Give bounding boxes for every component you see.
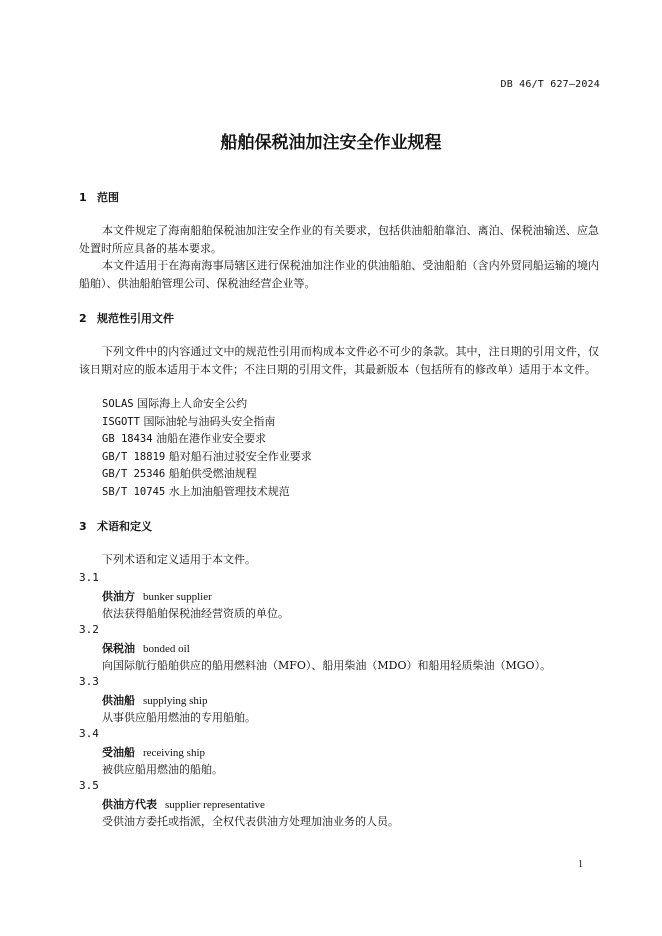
section-title: 范围 (97, 191, 119, 204)
term-en: bunker supplier (143, 591, 212, 603)
reference-code: GB 18434 (102, 433, 153, 445)
reference-item (102, 413, 275, 432)
term-en: supplier representative (165, 799, 265, 811)
term-number: 3.3 (79, 675, 99, 688)
term-en: supplying ship (143, 695, 208, 707)
reference-item (102, 395, 247, 414)
section-number: 3 (79, 520, 87, 533)
term-definition: 向国际航行船舶供应的船用燃料油（MFO）、船用柴油（MDO）和船用轻质柴油（MGO）。 (102, 659, 552, 672)
term-title (102, 744, 205, 760)
reference-item (102, 448, 312, 467)
section-number: 1 (79, 191, 87, 204)
section-number: 2 (79, 312, 87, 325)
term-number: 3.1 (79, 571, 99, 584)
reference-code: GB/T 25346 (102, 468, 166, 480)
section-title: 术语和定义 (97, 520, 152, 533)
section-2-heading (79, 310, 174, 326)
reference-name: 船对船石油过驳安全作业要求 (168, 450, 312, 463)
reference-name: 船舶供受燃油规程 (168, 467, 257, 480)
term-definition: 受供油方委托或指派，全权代表供油方处理加油业务的人员。 (102, 815, 399, 828)
section-3-intro: 下列术语和定义适用于本文件。 (102, 553, 256, 566)
term-title (102, 640, 190, 656)
term-en: receiving ship (143, 747, 206, 759)
term-title (102, 796, 265, 812)
term-number: 3.2 (79, 623, 99, 636)
term-zh: 供油船 (102, 694, 135, 707)
reference-name: 国际油轮与油码头安全指南 (143, 415, 276, 428)
term-definition: 从事供应船用燃油的专用船舶。 (102, 711, 256, 724)
section-title: 规范性引用文件 (97, 312, 174, 325)
section-1-paragraph-1: 本文件规定了海南船舶保税油加注安全作业的有关要求，包括供油船舶靠泊、离泊、保税油输送、应急处置时所应具备的基本要求。 (79, 224, 599, 255)
term-zh: 供油方代表 (102, 798, 157, 811)
document-title: 船舶保税油加注安全作业规程 (220, 133, 442, 153)
term-number: 3.5 (79, 779, 99, 792)
reference-name: 油船在港作业安全要求 (156, 432, 267, 445)
term-zh: 保税油 (102, 642, 135, 655)
reference-code: SOLAS (102, 398, 134, 410)
reference-code: GB/T 18819 (102, 451, 166, 463)
reference-code: SB/T 10745 (102, 486, 166, 498)
reference-item (102, 483, 290, 502)
term-zh: 供油方 (102, 590, 135, 603)
page-number: 1 (578, 859, 583, 870)
term-title (102, 588, 212, 604)
reference-code: ISGOTT (102, 416, 140, 428)
term-en: bonded oil (143, 643, 190, 655)
section-2-paragraph-1: 下列文件中的内容通过文中的规范性引用而构成本文件必不可少的条款。其中，注日期的引用文件，仅该日期对应的版本适用于本文件；不注日期的引用文件，其最新版本（包括所有的修改单）适用于本文件。 (79, 345, 599, 376)
reference-name: 水上加油船管理技术规范 (168, 485, 290, 498)
section-1-paragraph-2: 本文件适用于在海南海事局辖区进行保税油加注作业的供油船舶、受油船舶（含内外贸同船运输的境内船舶）、供油船舶管理公司、保税油经营企业等。 (79, 259, 599, 290)
term-title (102, 692, 207, 708)
term-definition: 被供应船用燃油的船舶。 (102, 763, 223, 776)
section-1-heading (79, 189, 119, 205)
term-number: 3.4 (79, 727, 99, 740)
term-zh: 受油船 (102, 746, 135, 759)
reference-name: 国际海上人命安全公约 (137, 397, 248, 410)
standard-code: DB 46/T 627—2024 (500, 79, 600, 90)
term-definition: 依法获得船舶保税油经营资质的单位。 (102, 607, 289, 620)
reference-item (102, 430, 266, 449)
section-3-heading (79, 518, 152, 534)
reference-item (102, 465, 257, 484)
